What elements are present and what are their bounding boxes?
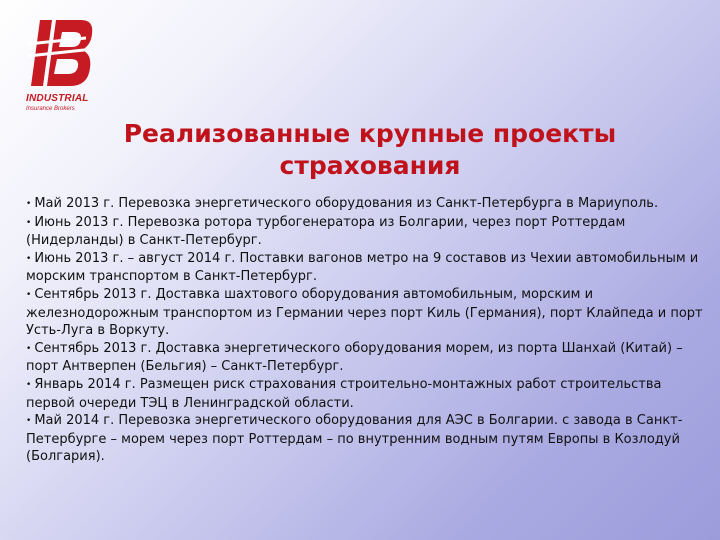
bullet-icon: • (26, 416, 32, 427)
project-list (26, 195, 706, 466)
list-item (26, 340, 706, 376)
slide-title-line-2: страхования (279, 151, 461, 180)
list-item-text: Сентябрь 2013 г. Доставка шахтового оборудования автомобильным, морским и железнодорожным транспортом из Германии через порт Киль (Германия), порт Клайпеда и порт Усть-Луга в Воркуту. (26, 286, 703, 339)
slide-title-line-1: Реализованные крупные проекты (123, 119, 617, 148)
list-item-text: Январь 2014 г. Размещен риск страхования строительно-монтажных работ строительства первой очереди ТЭЦ в Ленинградской области. (26, 376, 662, 411)
bullet-icon: • (26, 289, 32, 300)
list-item (26, 214, 706, 250)
list-item (26, 195, 706, 214)
list-item (26, 376, 706, 412)
logo-tagline: Insurance Brokers (26, 106, 75, 112)
list-item-text: Июнь 2013 г. – август 2014 г. Поставки вагонов метро на 9 составов из Чехии автомобильным и морским транспортом в Санкт-Петербург. (26, 250, 699, 285)
bullet-icon: • (26, 379, 32, 390)
list-item-text: Май 2014 г. Перевозка энергетического оборудования для АЭС в Болгарии. с завода в Санкт-Петербурге – морем через порт Роттердам – по внутренним водным путям Европы в Козлодуй (Болгария). (26, 413, 683, 465)
bullet-icon: • (26, 343, 32, 354)
slide-title (90, 118, 650, 182)
list-item-text: Июнь 2013 г. Перевозка ротора турбогенератора из Болгарии, через порт Роттердам (Нидерланды) в Санкт-Петербург. (26, 214, 626, 249)
list-item (26, 412, 706, 466)
company-logo (26, 14, 96, 114)
bullet-icon: • (26, 253, 32, 264)
list-item (26, 286, 706, 340)
list-item-text: Сентябрь 2013 г. Доставка энергетического оборудования морем, из порта Шанхай (Китай) – порт Антверпен (Бельгия) – Санкт-Петербург. (26, 340, 683, 375)
ib-logo-icon (26, 14, 96, 92)
bullet-icon: • (26, 199, 32, 209)
list-item-text: Май 2013 г. Перевозка энергетического оборудования из Санкт-Петербурга в Мариуполь. (34, 196, 659, 211)
list-item (26, 250, 706, 286)
bullet-icon: • (26, 217, 32, 228)
logo-company-name: INDUSTRIAL (26, 93, 89, 104)
